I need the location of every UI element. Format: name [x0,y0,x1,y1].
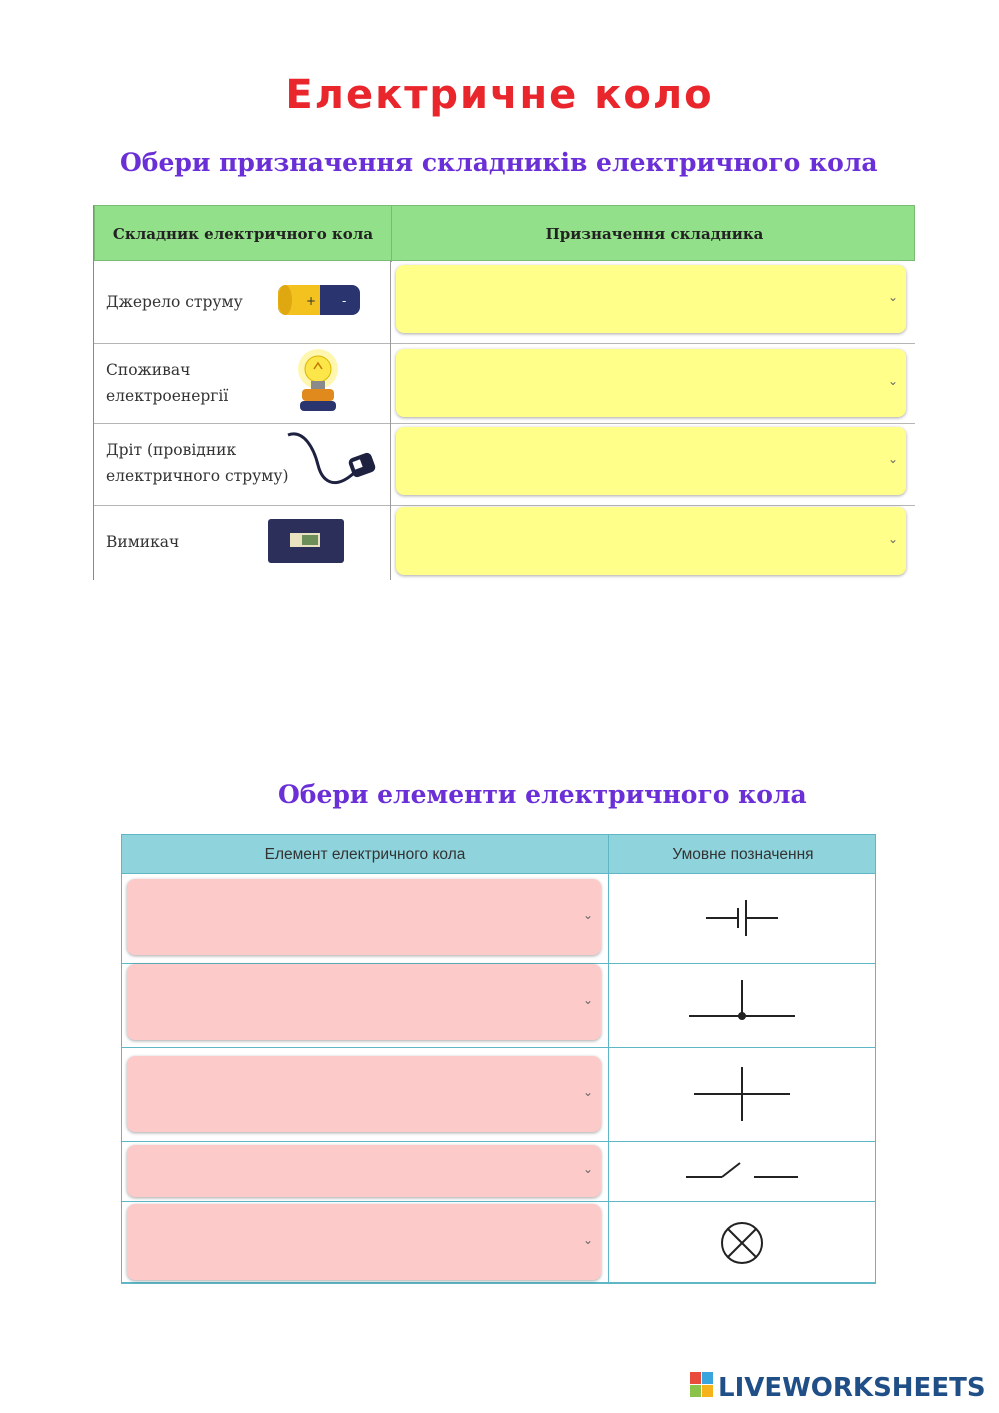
column-header-symbol: Умовне позначення [608,835,877,875]
svg-text:+: + [306,294,317,308]
component-label: Дріт (провідник електричного струму) [106,441,289,485]
element-select-2[interactable] [127,964,601,1040]
battery-icon [276,279,366,325]
row-divider [122,1141,875,1142]
purpose-select-2[interactable] [396,349,906,417]
chevron-down-icon: ⌄ [582,1085,593,1099]
chevron-down-icon: ⌄ [582,1162,593,1176]
column-header-purpose: Призначення складника [391,206,917,262]
logo-text: LIVEWORKSHEETS [718,1373,986,1403]
section2-heading: Обери елементи електричного кола [278,780,807,809]
battery-symbol-icon [609,898,875,938]
wire-plug-icon [284,429,384,493]
page-title: Електричне коло [285,72,714,118]
table-row [94,261,915,344]
element-select-1[interactable] [127,879,601,955]
chevron-down-icon: ⌄ [887,452,898,466]
components-table [93,205,916,580]
table-header [121,834,876,874]
light-bulb-icon [294,347,342,423]
chevron-down-icon: ⌄ [582,1233,593,1247]
purpose-select-4[interactable] [396,507,906,575]
switch-icon [266,515,348,571]
column-divider [390,343,391,424]
open-switch-symbol-icon [609,1157,875,1181]
table-row [94,505,915,580]
table-row [94,423,915,506]
row-divider [122,1201,875,1202]
component-label: Споживач електроенергії [106,361,229,405]
element-select-5[interactable] [127,1204,601,1280]
column-header-element: Елемент електричного кола [264,846,466,863]
svg-text:-: - [342,294,347,308]
column-divider [390,261,391,344]
table-header [94,205,915,261]
column-divider [390,423,391,506]
chevron-down-icon: ⌄ [582,908,593,922]
chevron-down-icon: ⌄ [887,290,898,304]
elements-table [121,834,876,1284]
column-header-component: Складник електричного кола [112,225,374,243]
purpose-select-1[interactable] [396,265,906,333]
table-body [121,874,876,1284]
chevron-down-icon: ⌄ [887,532,898,546]
table-row [94,343,915,424]
element-select-3[interactable] [127,1056,601,1132]
element-select-4[interactable] [127,1145,601,1197]
lamp-symbol-icon [609,1219,875,1267]
component-label: Вимикач [106,533,180,551]
liveworksheets-logo [690,1372,990,1406]
logo-icon [690,1372,714,1405]
chevron-down-icon: ⌄ [582,993,593,1007]
section1-heading: Обери призначення складників електричного кола [120,148,878,177]
row-divider [122,1047,875,1048]
component-label: Джерело струму [106,293,243,311]
wire-junction-symbol-icon [609,978,875,1022]
purpose-select-3[interactable] [396,427,906,495]
wire-crossing-symbol-icon [609,1065,875,1123]
chevron-down-icon: ⌄ [887,374,898,388]
column-divider [390,505,391,580]
